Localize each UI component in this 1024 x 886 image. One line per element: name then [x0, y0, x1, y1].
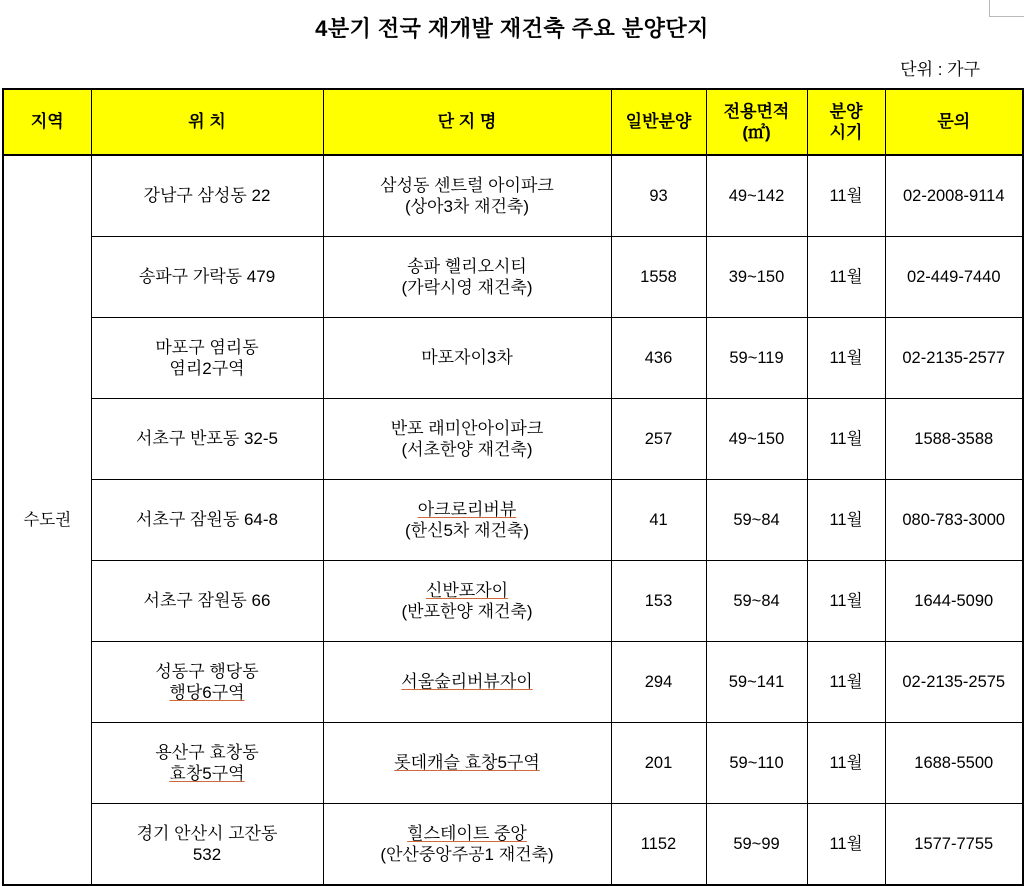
cell-time: 11월 — [807, 723, 885, 804]
location-line1: 서초구 잠원동 64-8 — [135, 510, 278, 530]
region-group-cell: 수도권 — [3, 155, 91, 885]
complex-line2: (서초한양 재건축) — [401, 440, 533, 459]
table-header-row — [3, 89, 1023, 155]
cell-location — [91, 318, 323, 399]
header-region: 지역 — [3, 89, 91, 155]
cell-area: 59~119 — [706, 318, 807, 399]
header-inquiry: 문의 — [885, 89, 1023, 155]
cell-tel: 02-2135-2575 — [885, 642, 1023, 723]
cell-general-supply: 1152 — [611, 804, 706, 886]
header-sale-time-line1: 분양 — [829, 101, 863, 121]
complex-line1: 아크로리버뷰 — [417, 499, 517, 519]
cell-complex — [323, 399, 611, 480]
table-row — [3, 318, 1023, 399]
header-exclusive-area — [706, 89, 807, 155]
location-line1: 서초구 잠원동 66 — [143, 591, 271, 611]
cell-time: 11월 — [807, 804, 885, 886]
header-exclusive-area-line2: (㎡) — [742, 123, 771, 142]
location-line2: 효창5구역 — [169, 764, 245, 783]
cell-complex — [323, 480, 611, 561]
cell-tel: 02-2008-9114 — [885, 155, 1023, 237]
cell-tel: 02-449-7440 — [885, 237, 1023, 318]
location-line1: 서초구 반포동 32-5 — [135, 429, 278, 449]
cell-area: 49~150 — [706, 399, 807, 480]
complex-line1: 반포 래미안아이파크 — [390, 418, 544, 438]
header-exclusive-area-line1: 전용면적 — [723, 101, 790, 121]
header-general-supply: 일반분양 — [611, 89, 706, 155]
cell-location — [91, 480, 323, 561]
complex-line1: 마포자이3차 — [421, 348, 513, 368]
table-row — [3, 642, 1023, 723]
complex-line1: 송파 헬리오시티 — [407, 256, 527, 276]
complex-line1: 서울숲리버뷰자이 — [401, 672, 533, 692]
complex-line2: (안산중앙주공1 재건축) — [380, 845, 554, 864]
cell-location — [91, 642, 323, 723]
cell-time: 11월 — [807, 480, 885, 561]
cell-tel: 080-783-3000 — [885, 480, 1023, 561]
cell-time: 11월 — [807, 155, 885, 237]
cell-location — [91, 723, 323, 804]
cell-complex — [323, 723, 611, 804]
table-row — [3, 480, 1023, 561]
cell-tel: 1644-5090 — [885, 561, 1023, 642]
complex-line2: (가락시영 재건축) — [401, 278, 533, 297]
header-sale-time — [807, 89, 885, 155]
complex-line1: 힐스테이트 중앙 — [407, 823, 527, 843]
location-line2: 행당6구역 — [169, 683, 245, 702]
header-complex: 단 지 명 — [323, 89, 611, 155]
cell-location — [91, 237, 323, 318]
complex-line1: 롯데캐슬 효창5구역 — [394, 753, 540, 773]
cell-tel: 1577-7755 — [885, 804, 1023, 886]
table-row — [3, 155, 1023, 237]
cell-general-supply: 153 — [611, 561, 706, 642]
complex-line2: (한신5차 재건축) — [404, 521, 530, 540]
location-line1: 송파구 가락동 479 — [138, 267, 276, 287]
location-line2: 532 — [192, 845, 222, 864]
cell-general-supply: 93 — [611, 155, 706, 237]
page-corner-mark — [989, 0, 1024, 17]
cell-tel: 02-2135-2577 — [885, 318, 1023, 399]
cell-complex — [323, 318, 611, 399]
table-row — [3, 237, 1023, 318]
cell-general-supply: 294 — [611, 642, 706, 723]
cell-time: 11월 — [807, 561, 885, 642]
apartment-supply-table — [2, 88, 1024, 886]
complex-line2: (상아3차 재건축) — [404, 197, 530, 216]
table-body — [3, 155, 1023, 885]
cell-area: 59~84 — [706, 480, 807, 561]
cell-area: 59~141 — [706, 642, 807, 723]
table-row — [3, 723, 1023, 804]
cell-location — [91, 155, 323, 237]
cell-location — [91, 561, 323, 642]
location-line1: 경기 안산시 고잔동 — [136, 823, 278, 843]
cell-area: 59~99 — [706, 804, 807, 886]
unit-note: 단위 : 가구 — [900, 60, 980, 79]
complex-line2: (반포한양 재건축) — [401, 602, 533, 621]
cell-complex — [323, 561, 611, 642]
table-row — [3, 399, 1023, 480]
cell-general-supply: 41 — [611, 480, 706, 561]
page-title: 4분기 전국 재개발 재건축 주요 분양단지 — [315, 16, 709, 41]
complex-line1: 신반포자이 — [425, 580, 509, 600]
cell-tel: 1588-3588 — [885, 399, 1023, 480]
header-location: 위 치 — [91, 89, 323, 155]
location-line1: 용산구 효창동 — [155, 742, 259, 762]
cell-complex — [323, 155, 611, 237]
table-row — [3, 561, 1023, 642]
location-line1: 성동구 행당동 — [155, 661, 259, 681]
cell-general-supply: 436 — [611, 318, 706, 399]
table-row — [3, 804, 1023, 886]
cell-complex — [323, 237, 611, 318]
cell-location — [91, 804, 323, 886]
cell-general-supply: 257 — [611, 399, 706, 480]
cell-time: 11월 — [807, 399, 885, 480]
location-line2: 염리2구역 — [169, 359, 245, 378]
cell-area: 49~142 — [706, 155, 807, 237]
location-line1: 마포구 염리동 — [155, 337, 259, 357]
cell-tel: 1688-5500 — [885, 723, 1023, 804]
header-sale-time-line2: 시기 — [829, 123, 863, 142]
cell-area: 59~110 — [706, 723, 807, 804]
cell-general-supply: 201 — [611, 723, 706, 804]
cell-complex — [323, 642, 611, 723]
cell-time: 11월 — [807, 642, 885, 723]
cell-location — [91, 399, 323, 480]
cell-area: 39~150 — [706, 237, 807, 318]
cell-general-supply: 1558 — [611, 237, 706, 318]
cell-time: 11월 — [807, 237, 885, 318]
complex-line1: 삼성동 센트럴 아이파크 — [380, 175, 554, 195]
cell-time: 11월 — [807, 318, 885, 399]
cell-complex — [323, 804, 611, 886]
location-line1: 강남구 삼성동 22 — [143, 186, 271, 206]
cell-area: 59~84 — [706, 561, 807, 642]
